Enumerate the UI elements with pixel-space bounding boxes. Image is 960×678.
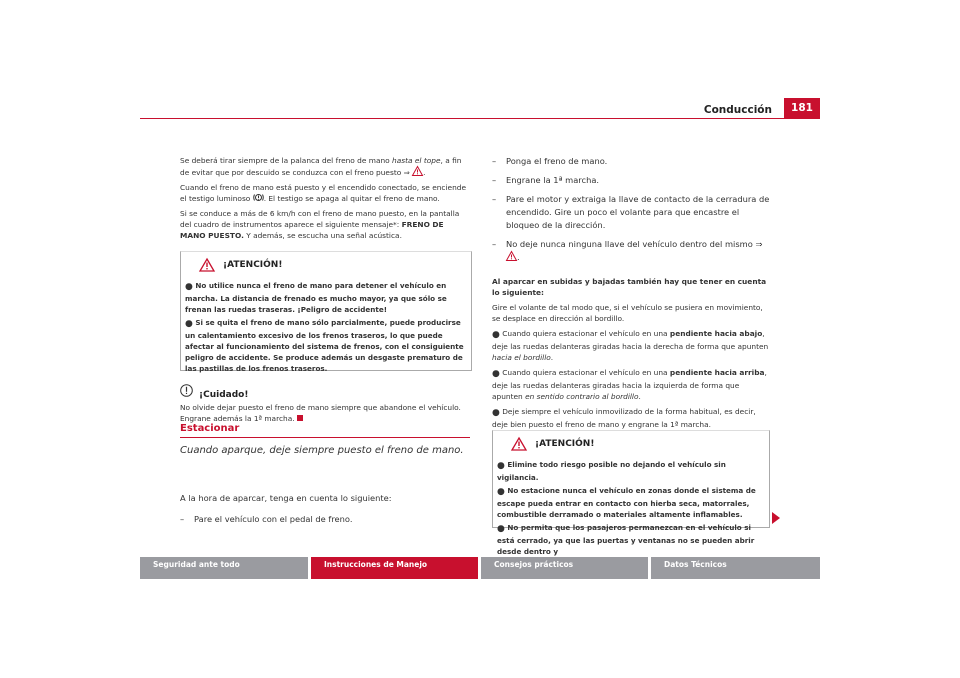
end-of-section-icon: [297, 415, 303, 421]
paragraph-message: Si se conduce a más de 6 km/h con el freno de mano puesto, en la pantalla del cuadro de instrumentos aparece el siguiente mensaje*: FRENO DE MANO PUESTO. Y además, se escucha una señal acústica.: [180, 209, 460, 240]
footer-tab-safety[interactable]: Seguridad ante todo: [140, 557, 308, 579]
warning-item: ● No utilice nunca el freno de mano para detener el vehículo en marcha. La distancia de frenado es mucho mayor, ya que sólo se frenan las ruedas traseras. ¡Peligro de accidente!: [185, 281, 447, 314]
section-title: Estacionar: [180, 423, 240, 434]
left-column: [180, 155, 470, 245]
warning-triangle-icon: [511, 437, 527, 451]
continue-arrow-icon[interactable]: [772, 512, 780, 524]
warning-title: ¡ATENCIÓN!: [535, 439, 595, 449]
warning-item: ● No permita que los pasajeros permanezcan en el vehículo si está cerrado, ya que las puertas y ventanas no se pueden abrir desde dentro y: [497, 523, 755, 556]
caution-exclamation-icon: [180, 384, 193, 397]
warning-triangle-icon[interactable]: [412, 166, 423, 176]
slope-intro: Gire el volante de tal modo que, si el vehículo se pusiera en movimiento, se desplace en dirección al bordillo.: [492, 303, 763, 323]
caution-title: ¡Cuidado!: [199, 390, 249, 400]
warning-item: ● Si se quita el freno de mano sólo parcialmente, puede producirse un calentamiento excesivo de los frenos traseros, lo que puede afectar al funcionamiento del sistema de frenos, con el consiguiente peligro de accidente. Se produce además un desgaste prematuro de las pastillas de los frenos traseros.: [185, 318, 464, 373]
footer-tab-tips[interactable]: Consejos prácticos: [481, 557, 648, 579]
step-item: – No deje nunca ninguna llave del vehículo dentro del mismo ⇒ .: [492, 239, 763, 262]
paragraph-handbrake: Se deberá tirar siempre de la palanca del freno de mano hasta el tope, a fin de evitar que por descuido se conduzca con el freno puesto ⇒ .: [180, 156, 462, 177]
slope-title: Al aparcar en subidas y bajadas también hay que tener en cuenta lo siguiente:: [492, 277, 767, 297]
page-number: 181: [784, 98, 820, 118]
warning-triangle-icon[interactable]: [506, 251, 517, 261]
caution-text: No olvide dejar puesto el freno de mano siempre que abandone el vehículo. Engrane además la 1ª marcha.: [180, 403, 461, 423]
warning-item: ● Elimine todo riesgo posible no dejando el vehículo sin vigilancia.: [497, 460, 726, 482]
chapter-title: Conducción: [703, 104, 772, 116]
footer-tab-technical-data[interactable]: Datos Técnicos: [651, 557, 820, 579]
step-item: – Pare el motor y extraiga la llave de contacto de la cerradura de encendido. Gire un poco el volante para que encastre el bloqueo de la dirección.: [492, 194, 770, 230]
section-intro: A la hora de aparcar, tenga en cuenta lo siguiente: – Pare el vehículo con el pedal de freno.: [180, 492, 472, 532]
bullet-item: ● Cuando quiera estacionar el vehículo en una pendiente hacia arriba, deje las ruedas delanteras giradas hacia la izquierda de forma que apunten en sentido contrario al bordillo.: [492, 368, 767, 401]
warning-box-handbrake: [180, 251, 472, 371]
header-rule: [140, 118, 820, 119]
step-item: – Engrane la 1ª marcha.: [492, 175, 600, 185]
warning-box-parking: [492, 430, 770, 556]
step-item: – Pare el vehículo con el pedal de freno.: [180, 514, 353, 524]
warning-triangle-icon: [199, 258, 215, 272]
slope-section: [492, 276, 772, 434]
warning-item: ● No estacione nunca el vehículo en zonas donde el sistema de escape pueda entrar en contacto con hierba seca, matorrales, combustible derramado o materiales altamente inflamables.: [497, 486, 756, 519]
paragraph-indicator: Cuando el freno de mano está puesto y el encendido conectado, se enciende el testigo luminoso . El testigo se apaga al quitar el freno de mano.: [180, 183, 467, 203]
caution-note: [180, 380, 472, 424]
step-item: – Ponga el freno de mano.: [492, 156, 608, 166]
bullet-item: ● Cuando quiera estacionar el vehículo en una pendiente hacia abajo, deje las ruedas delanteras giradas hacia la derecha de forma que apunten hacia el bordillo.: [492, 329, 769, 362]
section-rule: [180, 437, 470, 438]
footer-tab-instructions[interactable]: Instrucciones de Manejo: [311, 557, 478, 579]
brake-warning-light-icon: [253, 193, 264, 202]
right-steps: [492, 155, 772, 270]
bullet-item: ● Deje siempre el vehículo inmovilizado de la forma habitual, es decir, deje bien puesto el freno de mano y engrane la 1ª marcha.: [492, 407, 756, 429]
section-subtitle: Cuando aparque, deje siempre puesto el freno de mano.: [180, 445, 464, 456]
warning-title: ¡ATENCIÓN!: [223, 260, 283, 270]
